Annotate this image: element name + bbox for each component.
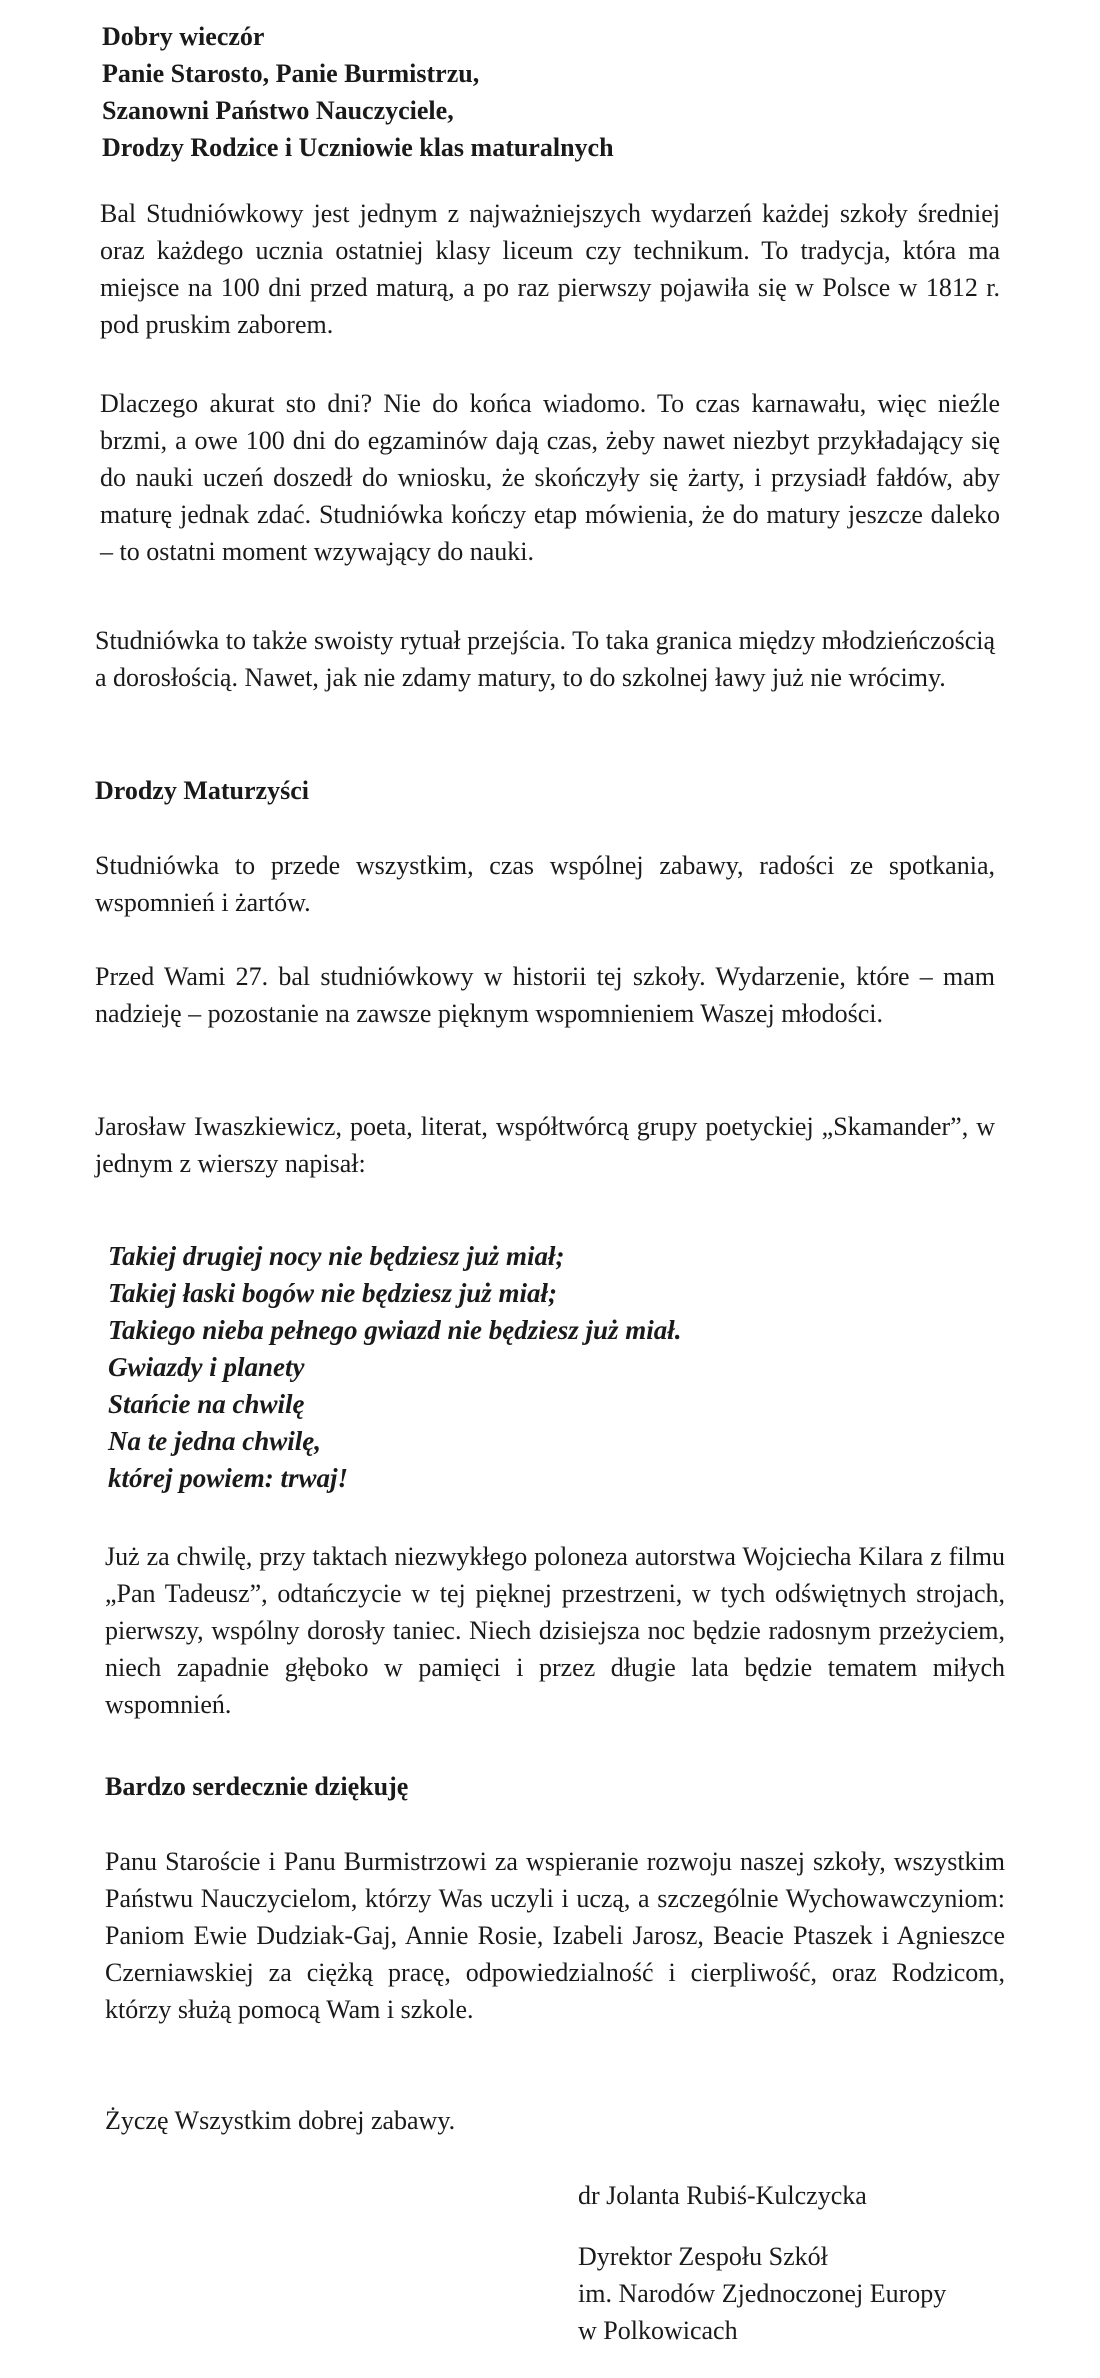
thanks-heading: Bardzo serdecznie dziękuję: [105, 1772, 409, 1801]
signature-name: dr Jolanta Rubiś-Kulczycka: [578, 2181, 867, 2210]
graduates-heading: Drodzy Maturzyści: [95, 776, 309, 805]
greeting-line: Dobry wieczór: [102, 22, 265, 51]
poem-quote: [108, 1238, 988, 1497]
signature-title-line: Dyrektor Zespołu Szkół: [578, 2242, 828, 2271]
greeting-line: Panie Starosto, Panie Burmistrzu,: [102, 59, 480, 88]
poem-line: której powiem: trwaj!: [108, 1463, 349, 1493]
graduates-paragraph-1: Studniówka to przede wszystkim, czas wspólnej zabawy, radości ze spotkania, wspomnień i żartów.: [95, 851, 995, 917]
greeting-line: Drodzy Rodzice i Uczniowie klas maturalnych: [102, 133, 614, 162]
thanks-paragraph: Panu Staroście i Panu Burmistrzowi za wspieranie rozwoju naszej szkoły, wszystkim Państwu Nauczycielom, którzy Was uczyli i uczą, a szczególnie Wychowawczyniom: Paniom Ewie Dudziak-Gaj, Annie Rosie, Izabeli Jarosz, Beacie Ptaszek i Agnieszce Czerniawskiej za ciężką pracę, odpowiedzialność i cierpliwość, oraz Rodzicom, którzy służą pomocą Wam i szkole.: [105, 1847, 1005, 2024]
poem-line: Stańcie na chwilę: [108, 1389, 305, 1419]
closing-paragraph: Już za chwilę, przy taktach niezwykłego poloneza autorstwa Wojciecha Kilara z filmu „Pan Tadeusz”, odtańczycie w tej pięknej przestrzeni, w tych odświętnych strojach, pierwszy, wspólny dorosły taniec. Niech dzisiejsza noc będzie radosnym przeżyciem, niech zapadnie głęboko w pamięci i przez długie lata będzie tematem miłych wspomnień.: [105, 1542, 1005, 1719]
poem-line: Na te jedna chwilę,: [108, 1426, 321, 1456]
graduates-paragraph-3: Jarosław Iwaszkiewicz, poeta, literat, współtwórcą grupy poetyckiej „Skamander”, w jednym z wierszy napisał:: [95, 1112, 995, 1178]
greeting: [102, 18, 982, 166]
intro-paragraph-1: Bal Studniówkowy jest jednym z najważniejszych wydarzeń każdej szkoły średniej oraz każdego ucznia ostatniej klasy liceum czy technikum. To tradycja, która ma miejsce na 100 dni przed maturą, a po raz pierwszy pojawiła się w Polsce w 1812 r. pod pruskim zaborem.: [100, 199, 1000, 339]
poem-line: Takiej łaski bogów nie będziesz już miał;: [108, 1278, 558, 1308]
signature-title-line: w Polkowicach: [578, 2316, 738, 2345]
intro-paragraph-2: Dlaczego akurat sto dni? Nie do końca wiadomo. To czas karnawału, więc nieźle brzmi, a owe 100 dni do egzaminów dają czas, żeby nawet niezbyt przykładający się do nauki uczeń doszedł do wniosku, że skończyły się żarty, i przysiadł fałdów, aby maturę jednak zdać. Studniówka kończy etap mówienia, że do matury jeszcze daleko – to ostatni moment wzywający do nauki.: [100, 389, 1000, 566]
graduates-paragraph-2: Przed Wami 27. bal studniówkowy w historii tej szkoły. Wydarzenie, które – mam nadzieję – pozostanie na zawsze pięknym wspomnieniem Waszej młodości.: [95, 962, 995, 1028]
poem-line: Gwiazdy i planety: [108, 1352, 305, 1382]
signature-title: [578, 2238, 1038, 2349]
greeting-line: Szanowni Państwo Nauczyciele,: [102, 96, 454, 125]
wishes-line: Życzę Wszystkim dobrej zabawy.: [105, 2106, 456, 2135]
signature-title-line: im. Narodów Zjednoczonej Europy: [578, 2279, 947, 2308]
poem-line: Takiego nieba pełnego gwiazd nie będziesz już miał.: [108, 1315, 682, 1345]
poem-line: Takiej drugiej nocy nie będziesz już miał;: [108, 1241, 565, 1271]
intro-paragraph-3: Studniówka to także swoisty rytuał przejścia. To taka granica między młodzieńczością a dorosłością. Nawet, jak nie zdamy matury, to do szkolnej ławy już nie wrócimy.: [95, 626, 995, 692]
